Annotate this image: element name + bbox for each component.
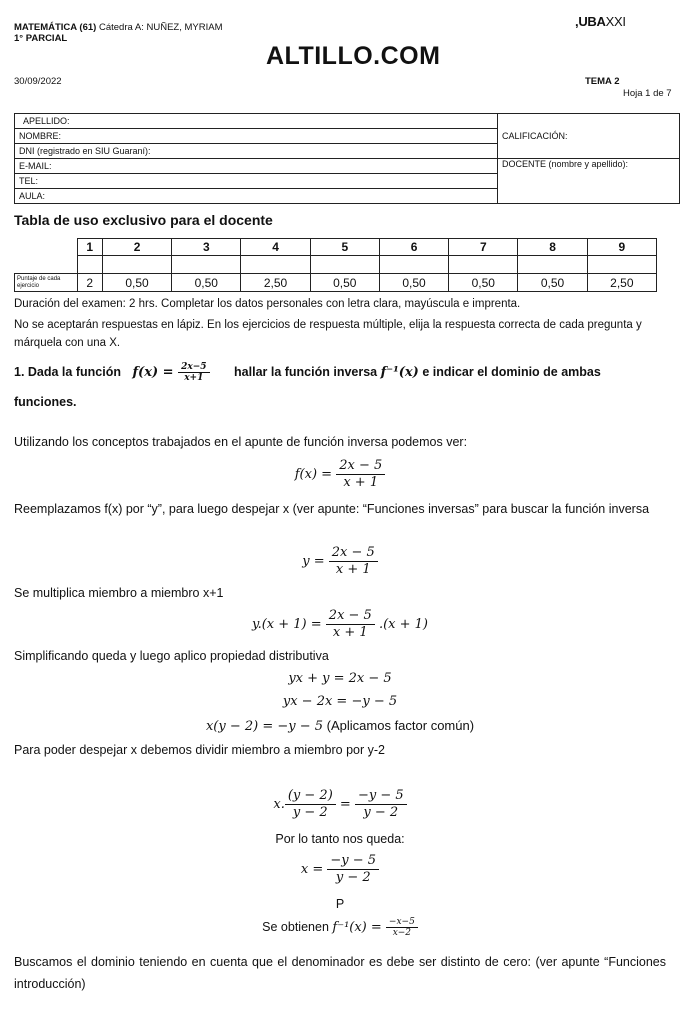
grade-col: 7 — [449, 239, 518, 256]
grade-col: 6 — [379, 239, 448, 256]
exercise-fx-num: 2x−5 — [178, 362, 209, 373]
page-count: Hoja 1 de 7 — [623, 88, 672, 99]
equation-8 — [0, 853, 680, 886]
eq3-fraction — [326, 608, 375, 641]
equation-4: yx + y = 2x − 5 — [288, 671, 392, 686]
equation-1 — [0, 458, 680, 491]
email-field[interactable]: E-MAIL: — [15, 159, 498, 174]
equation-5: yx − 2x = −y − 5 — [282, 694, 398, 709]
grade-cell[interactable] — [310, 256, 379, 274]
student-info-table — [14, 113, 680, 204]
eq2-lhs: y = — [302, 554, 325, 569]
grade-table-title: Tabla de uso exclusivo para el docente — [14, 212, 273, 228]
result-den: x−2 — [392, 928, 412, 938]
eq7-equals: = — [339, 797, 351, 812]
grade-blank — [15, 256, 78, 274]
eq7-den-right: y − 2 — [363, 805, 399, 820]
eq6-note: (Aplicamos factor común) — [326, 718, 475, 733]
eq7-lhs: x. — [273, 797, 285, 812]
exercise-fx-fraction — [178, 362, 209, 383]
result-lhs: f⁻¹(x) = — [332, 920, 382, 935]
logo-tick-icon: , — [575, 14, 579, 29]
grade-col: 2 — [102, 239, 171, 256]
eq3-num: 2x − 5 — [326, 608, 375, 625]
eq2-fraction — [329, 545, 378, 578]
uba-logo — [575, 14, 626, 29]
points-cell: 0,50 — [379, 274, 448, 292]
stray-letter: P — [335, 897, 345, 911]
exam-title: 1° PARCIAL — [14, 33, 68, 44]
grade-cell[interactable] — [449, 256, 518, 274]
grade-cell[interactable] — [172, 256, 241, 274]
nombre-field[interactable]: NOMBRE: — [15, 129, 498, 144]
eq7-num-left: (y − 2) — [285, 788, 336, 805]
docente-field: DOCENTE (nombre y apellido): — [498, 159, 680, 204]
eq8-num: −y − 5 — [327, 853, 379, 870]
exercise-inverse: f⁻¹(x) — [380, 365, 419, 380]
dni-field[interactable]: DNI (registrado en SIU Guaraní): — [15, 144, 498, 159]
eq7-fraction-right — [355, 788, 407, 821]
grade-col: 8 — [518, 239, 587, 256]
eq7-fraction-left — [285, 788, 336, 821]
paragraph-6: Por lo tanto nos queda: — [275, 832, 405, 846]
eq1-den: x + 1 — [343, 475, 379, 490]
points-cell: 0,50 — [449, 274, 518, 292]
grade-table — [14, 238, 657, 292]
points-cell: 0,50 — [172, 274, 241, 292]
points-row-label: Puntaje de cada ejercicio — [15, 274, 78, 292]
tema: TEMA 2 — [585, 76, 620, 87]
eq3-rhs: .(x + 1) — [378, 617, 429, 632]
exercise-lead: 1. Dada la función — [14, 365, 121, 379]
equation-6 — [0, 718, 680, 734]
points-cell: 0,50 — [518, 274, 587, 292]
exercise-fx-den: x+1 — [184, 373, 204, 383]
site-title: ALTILLO.COM — [266, 42, 441, 70]
points-cell: 0,50 — [102, 274, 171, 292]
paragraph-8: Buscamos el dominio teniendo en cuenta que el denominador es debe ser distinto de cero: (ver apunte “Funciones introducción) — [14, 955, 666, 991]
eq3-lhs: y.(x + 1) = — [251, 617, 322, 632]
aula-field[interactable]: AULA: — [15, 189, 498, 204]
course-chair: Cátedra A: NUÑEZ, MYRIAM — [98, 22, 223, 33]
grade-cell[interactable] — [379, 256, 448, 274]
grade-col: 9 — [587, 239, 656, 256]
points-cell: 2,50 — [241, 274, 310, 292]
grade-cell[interactable] — [587, 256, 656, 274]
result-math — [332, 917, 417, 938]
eq1-num: 2x − 5 — [336, 458, 385, 475]
grade-col: 4 — [241, 239, 310, 256]
eq1-lhs: f(x) = — [294, 467, 333, 482]
eq3-den: x + 1 — [332, 625, 368, 640]
equation-7 — [0, 788, 680, 821]
course-line — [14, 22, 223, 33]
eq7-num-right: −y − 5 — [355, 788, 407, 805]
exercise-fx-lhs: f(x) = — [132, 365, 174, 380]
grade-cell[interactable] — [518, 256, 587, 274]
exam-date: 30/09/2022 — [14, 76, 62, 87]
equation-2 — [0, 545, 680, 578]
paragraph-5: Para poder despejar x debemos dividir miembro a miembro por y-2 — [14, 743, 385, 757]
exercise-tail-2: funciones. — [14, 395, 77, 409]
grade-col: 5 — [310, 239, 379, 256]
eq2-den: x + 1 — [335, 562, 371, 577]
eq2-num: 2x − 5 — [329, 545, 378, 562]
exercise-1-statement — [14, 362, 664, 383]
result-num: −x−5 — [386, 917, 418, 928]
instruction-pencil: No se aceptarán respuestas en lápiz. En los ejercicios de respuesta múltiple, elija la respuesta correcta de cada pregunta y márquela con una X. — [14, 319, 642, 349]
apellido-field[interactable]: APELLIDO: — [15, 114, 498, 129]
eq1-fraction — [336, 458, 385, 491]
grade-corner — [15, 239, 78, 256]
grade-points-row — [15, 274, 657, 292]
tel-field[interactable]: TEL: — [15, 174, 498, 189]
logo-main: UBA — [578, 14, 606, 29]
grade-cell[interactable] — [102, 256, 171, 274]
exercise-tail: e indicar el dominio de ambas — [422, 365, 601, 379]
paragraph-3: Se multiplica miembro a miembro x+1 — [14, 586, 224, 600]
paragraph-2: Reemplazamos f(x) por “y”, para luego despejar x (ver apunte: “Funciones inversas” para buscar la función inversa — [14, 502, 650, 516]
grade-col: 1 — [77, 239, 102, 256]
grade-cell[interactable] — [77, 256, 102, 274]
result-fraction — [386, 917, 418, 938]
paragraph-1: Utilizando los conceptos trabajados en el apunte de función inversa podemos ver: — [14, 435, 468, 449]
grade-cell[interactable] — [241, 256, 310, 274]
eq7-den-left: y − 2 — [292, 805, 328, 820]
eq6-math: x(y − 2) = −y − 5 — [205, 719, 324, 734]
exercise-middle: hallar la función inversa — [234, 365, 378, 379]
instruction-duration: Duración del examen: 2 hrs. Completar los datos personales con letra clara, mayúscula e imprenta. — [14, 298, 521, 310]
eq8-fraction — [327, 853, 379, 886]
equation-3 — [0, 608, 680, 641]
points-cell: 0,50 — [310, 274, 379, 292]
result-text: Se obtienen — [262, 920, 329, 934]
points-cell: 2 — [77, 274, 102, 292]
course-name: MATEMÁTICA (61) — [14, 22, 97, 33]
inverse-result — [0, 917, 680, 938]
paragraph-4: Simplificando queda y luego aplico propiedad distributiva — [14, 649, 329, 663]
grade-col: 3 — [172, 239, 241, 256]
grade-score-row — [15, 256, 657, 274]
eq8-den: y − 2 — [335, 870, 371, 885]
points-cell: 2,50 — [587, 274, 656, 292]
calificacion-field: CALIFICACIÓN: — [498, 114, 680, 159]
logo-suffix: XXI — [605, 14, 626, 29]
exercise-fx — [132, 362, 214, 383]
eq8-lhs: x = — [300, 862, 324, 877]
grade-header-row — [15, 239, 657, 256]
